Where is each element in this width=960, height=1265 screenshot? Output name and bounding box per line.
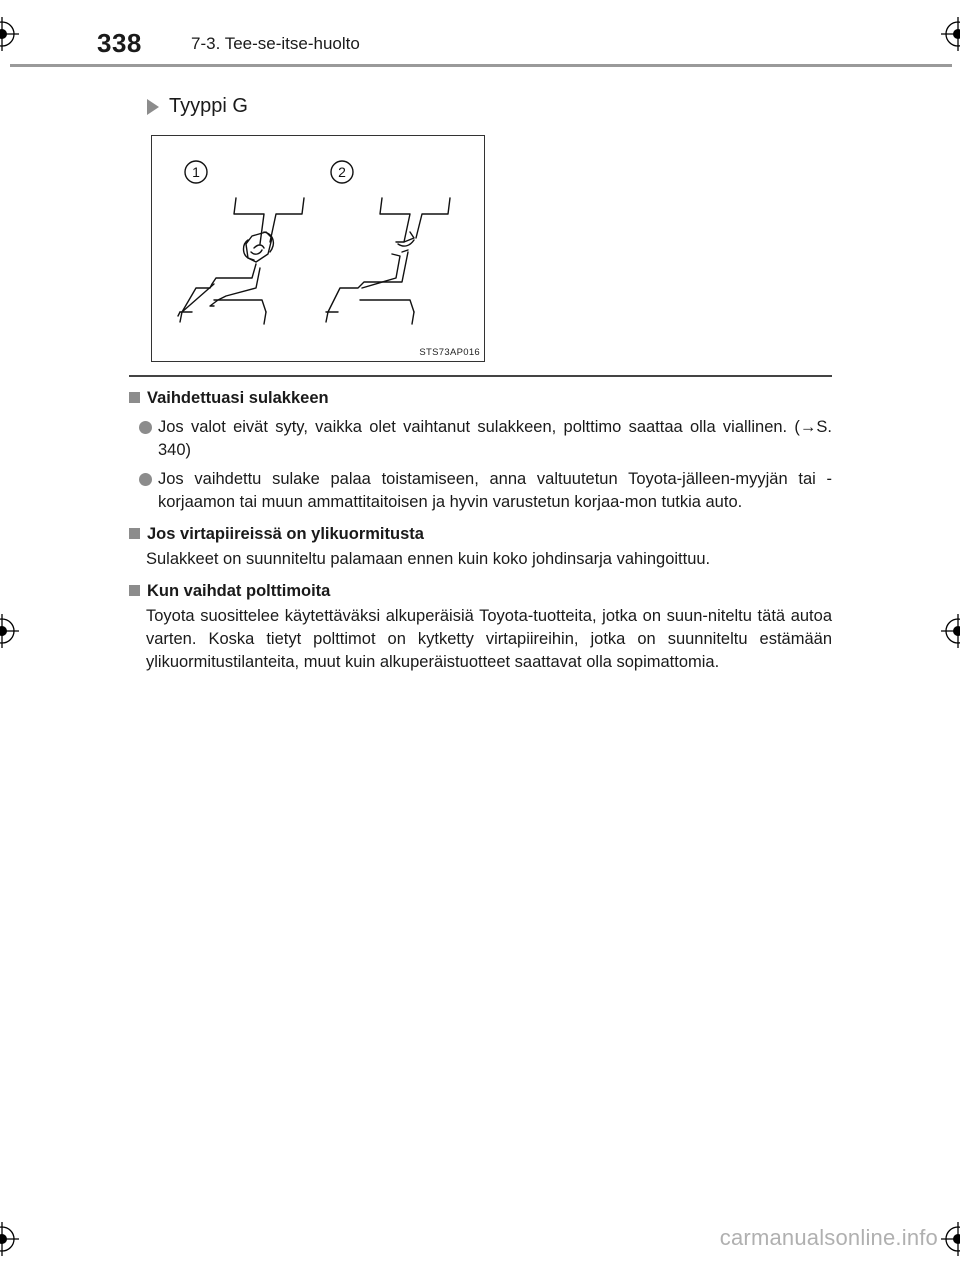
note-heading	[129, 522, 832, 546]
square-bullet-icon	[129, 528, 140, 539]
note-heading	[129, 579, 832, 603]
notes-section	[129, 386, 832, 682]
fuse-drawing	[152, 136, 486, 363]
section-divider	[129, 375, 832, 377]
crosshair-icon	[941, 614, 960, 648]
square-bullet-icon	[129, 585, 140, 596]
header-divider	[10, 64, 952, 67]
list-item-text: Jos valot eivät syty, vaikka olet vaihtanut sulakkeen, polttimo saattaa olla viallinen. (→S. 340)	[158, 418, 832, 459]
crosshair-icon	[0, 614, 19, 648]
fuse-illustration	[151, 135, 485, 362]
list-item-text: Jos vaihdettu sulake palaa toistamiseen, anna valtuutetun Toyota-jälleen-myyjän tai -korjaamon tai muun ammattitaitoisen ja hyvin varustetun korjaa-mon tutkia auto.	[158, 470, 832, 511]
note-group	[129, 579, 832, 674]
list-item	[129, 468, 832, 514]
note-group	[129, 386, 832, 514]
round-bullet-icon	[139, 421, 152, 434]
type-heading-label: Tyyppi G	[169, 95, 248, 117]
callout-1-number: 1	[192, 164, 200, 180]
round-bullet-icon	[139, 473, 152, 486]
type-heading	[147, 95, 248, 118]
square-bullet-icon	[129, 392, 140, 403]
note-heading-text: Vaihdettuasi sulakkeen	[147, 389, 329, 407]
crosshair-icon	[941, 1222, 960, 1256]
watermark[interactable]: carmanualsonline.info	[719, 1225, 938, 1250]
note-heading-text: Jos virtapiireissä on ylikuormitusta	[147, 525, 424, 543]
page-number: 338	[97, 28, 142, 58]
crosshair-icon	[941, 17, 960, 51]
callout-2-number: 2	[338, 164, 346, 180]
section-title: 7-3. Tee-se-itse-huolto	[191, 34, 360, 53]
crosshair-icon	[0, 1222, 19, 1256]
note-heading	[129, 386, 832, 410]
note-group	[129, 522, 832, 571]
note-heading-text: Kun vaihdat polttimoita	[147, 582, 331, 600]
list-item	[129, 416, 832, 462]
note-paragraph: Sulakkeet on suunniteltu palamaan ennen kuin koko johdinsarja vahingoittuu.	[146, 550, 711, 568]
figure-code: STS73AP016	[419, 347, 480, 358]
note-paragraph: Toyota suosittelee käytettäväksi alkuperäisiä Toyota-tuotteita, jotka on suun-niteltu tätä autoa varten. Koska tietyt polttimot on kytketty virtapiireihin, jotka on suunniteltu estämään ylikuormitustilanteita, muut kuin alkuperäistuotteet saattavat olla sopimattomia.	[146, 607, 832, 671]
crosshair-icon	[0, 17, 19, 51]
triangle-right-icon	[147, 99, 159, 115]
